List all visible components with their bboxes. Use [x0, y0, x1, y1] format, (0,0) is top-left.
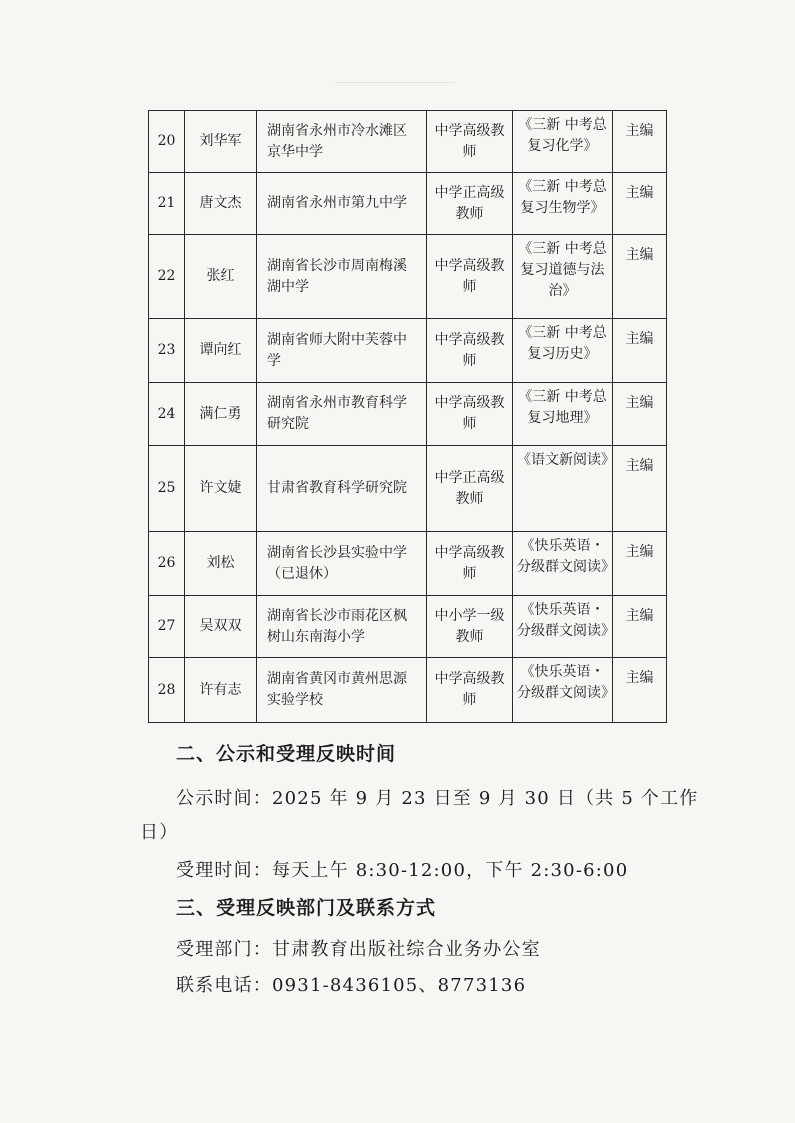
- table-row: [149, 235, 667, 319]
- book-title-cell: 《快乐英语・分级群文阅读》: [513, 596, 613, 658]
- serial-number-cell: 23: [149, 319, 185, 383]
- editor-role-cell: 主编: [613, 596, 667, 658]
- serial-number-cell: 26: [149, 532, 185, 596]
- roster-body: [149, 111, 667, 723]
- serial-number-cell: 24: [149, 383, 185, 446]
- editor-name-cell: 张红: [185, 235, 257, 319]
- editor-role-cell: 主编: [613, 173, 667, 235]
- serial-number-cell: 21: [149, 173, 185, 235]
- editor-name-cell: 许有志: [185, 658, 257, 723]
- book-title-cell: 《快乐英语・分级群文阅读》: [513, 658, 613, 723]
- publicity-period-line2: 日）: [140, 822, 179, 843]
- professional-title-cell: 中学正高级教师: [427, 446, 513, 532]
- work-unit-cell: 甘肃省教育科学研究院: [257, 446, 427, 532]
- section-2-heading: 二、公示和受理反映时间: [176, 743, 397, 765]
- work-unit-cell: 湖南省师大附中芙蓉中学: [257, 319, 427, 383]
- editor-name-cell: 唐文杰: [185, 173, 257, 235]
- book-title-cell: 《三新 中考总复习道德与法治》: [513, 235, 613, 319]
- book-title-cell: 《三新 中考总复习生物学》: [513, 173, 613, 235]
- book-title-cell: 《语文新阅读》: [513, 446, 613, 532]
- professional-title-cell: 中学高级教师: [427, 319, 513, 383]
- book-title-cell: 《快乐英语・分级群文阅读》: [513, 532, 613, 596]
- contact-phone: 联系电话：0931-8436105、8773136: [176, 975, 527, 996]
- section-3-heading: 三、受理反映部门及联系方式: [176, 897, 437, 919]
- editor-role-cell: 主编: [613, 319, 667, 383]
- editor-name-cell: 谭向红: [185, 319, 257, 383]
- acceptance-department: 受理部门：甘肃教育出版社综合业务办公室: [176, 939, 541, 960]
- editor-role-cell: 主编: [613, 111, 667, 173]
- serial-number-cell: 27: [149, 596, 185, 658]
- table-row: [149, 596, 667, 658]
- table-row: [149, 532, 667, 596]
- editor-roster-table: [148, 110, 667, 723]
- professional-title-cell: 中学高级教师: [427, 235, 513, 319]
- page-header-mark: [335, 82, 455, 91]
- table-row: [149, 173, 667, 235]
- editor-name-cell: 刘松: [185, 532, 257, 596]
- acceptance-hours: 受理时间：每天上午 8:30-12:00，下午 2:30-6:00: [176, 860, 629, 881]
- serial-number-cell: 20: [149, 111, 185, 173]
- book-title-cell: 《三新 中考总复习化学》: [513, 111, 613, 173]
- editor-name-cell: 刘华军: [185, 111, 257, 173]
- editor-role-cell: 主编: [613, 383, 667, 446]
- serial-number-cell: 22: [149, 235, 185, 319]
- table-row: [149, 383, 667, 446]
- editor-role-cell: 主编: [613, 235, 667, 319]
- editor-name-cell: 许文婕: [185, 446, 257, 532]
- book-title-cell: 《三新 中考总复习历史》: [513, 319, 613, 383]
- publicity-period-line1: 公示时间：2025 年 9 月 23 日至 9 月 30 日（共 5 个工作: [176, 788, 699, 809]
- book-title-cell: 《三新 中考总复习地理》: [513, 383, 613, 446]
- work-unit-cell: 湖南省长沙市雨花区枫树山东南海小学: [257, 596, 427, 658]
- editor-name-cell: 吴双双: [185, 596, 257, 658]
- work-unit-cell: 湖南省永州市冷水滩区京华中学: [257, 111, 427, 173]
- work-unit-cell: 湖南省黄冈市黄州思源实验学校: [257, 658, 427, 723]
- editor-role-cell: 主编: [613, 532, 667, 596]
- work-unit-cell: 湖南省长沙市周南梅溪湖中学: [257, 235, 427, 319]
- professional-title-cell: 中学高级教师: [427, 383, 513, 446]
- professional-title-cell: 中学高级教师: [427, 658, 513, 723]
- professional-title-cell: 中小学一级教师: [427, 596, 513, 658]
- table-row: [149, 658, 667, 723]
- table-row: [149, 446, 667, 532]
- work-unit-cell: 湖南省永州市教育科学研究院: [257, 383, 427, 446]
- professional-title-cell: 中学正高级教师: [427, 173, 513, 235]
- editor-name-cell: 满仁勇: [185, 383, 257, 446]
- editor-role-cell: 主编: [613, 446, 667, 532]
- work-unit-cell: 湖南省长沙县实验中学（已退休）: [257, 532, 427, 596]
- serial-number-cell: 25: [149, 446, 185, 532]
- serial-number-cell: 28: [149, 658, 185, 723]
- editor-role-cell: 主编: [613, 658, 667, 723]
- professional-title-cell: 中学高级教师: [427, 111, 513, 173]
- work-unit-cell: 湖南省永州市第九中学: [257, 173, 427, 235]
- table-row: [149, 319, 667, 383]
- professional-title-cell: 中学高级教师: [427, 532, 513, 596]
- table-row: [149, 111, 667, 173]
